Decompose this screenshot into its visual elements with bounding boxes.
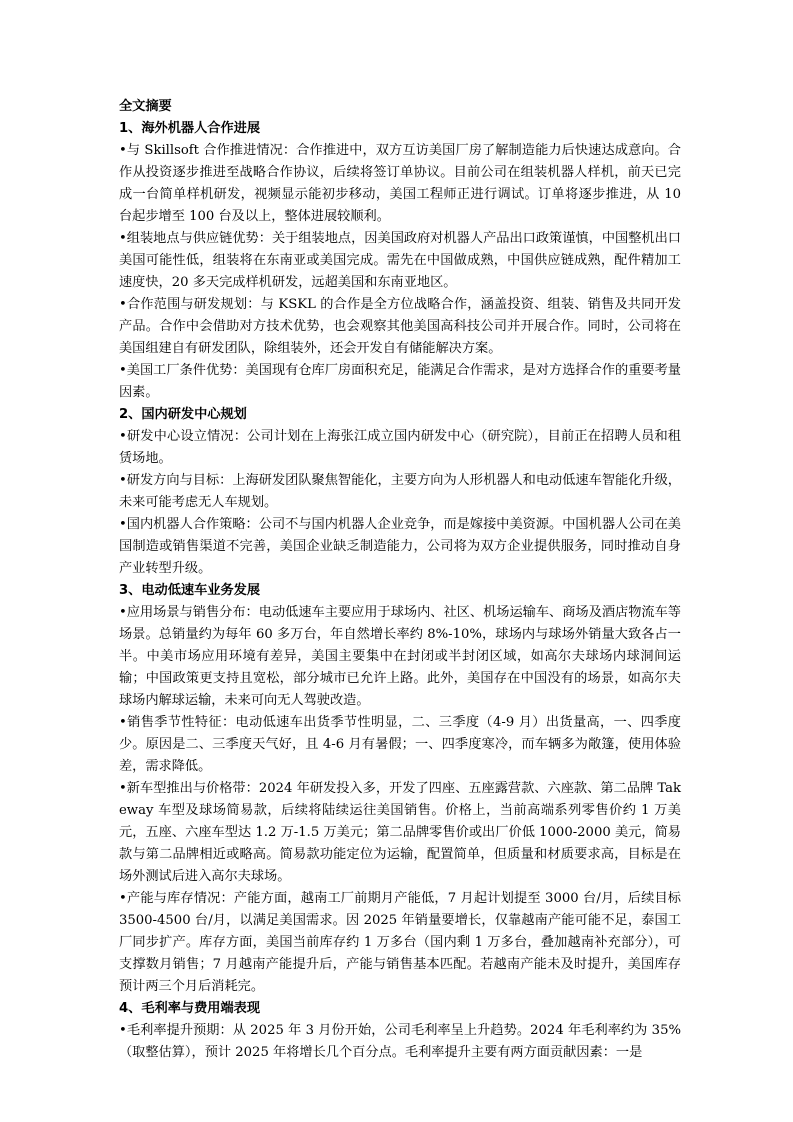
section-1 bbox=[119, 118, 681, 404]
bullet-paragraph: •美国工厂条件优势：美国现有仓库厂房面积充足，能满足合作需求，是对方选择合作的重要考量因素。 bbox=[119, 363, 681, 400]
bullet-paragraph: •新车型推出与价格带：2024 年研发投入多，开发了四座、五座露营款、六座款、第二品牌 Takeway 车型及球场简易款，后续将陆续运往美国销售。价格上，当前高端系列零售价约 1 万美元，五座、六座车型达 1.2 万-1.5 万美元；第二品牌零售价或出厂价低 1000-2000 美元，简易款与第二品牌相近或略高。简易款功能定位为运输，配置简单，但质量和材质要求高，目标是在场外测试后进入高尔夫球场。 bbox=[119, 781, 681, 884]
section-heading: 4、毛利率与费用端表现 bbox=[119, 1001, 261, 1016]
bullet-paragraph: •研发方向与目标：上海研发团队聚焦智能化，主要方向为人形机器人和电动低速车智能化升级，未来可能考虑无人车规划。 bbox=[119, 473, 681, 510]
section-heading: 3、电动低速车业务发展 bbox=[119, 583, 261, 598]
bullet-paragraph: •毛利率提升预期：从 2025 年 3 月份开始，公司毛利率呈上升趋势。2024 年毛利率约为 35%（取整估算），预计 2025 年将增长几个百分点。毛利率提升主要有两方面贡献因素：一是 bbox=[119, 1023, 681, 1060]
bullet-paragraph: •销售季节性特征：电动低速车出货季节性明显，二、三季度（4-9 月）出货量高，一、四季度少。原因是二、三季度天气好，且 4-6 月有暑假；一、四季度寒冷，而车辆多为敞篷，使用体验差，需求降低。 bbox=[119, 715, 681, 774]
section-heading: 2、国内研发中心规划 bbox=[119, 407, 247, 422]
section-3 bbox=[119, 580, 681, 998]
document-title: 全文摘要 bbox=[119, 99, 172, 114]
bullet-paragraph: •组装地点与供应链优势：关于组装地点，因美国政府对机器人产品出口政策谨慎，中国整机出口美国可能性低，组装将在东南亚或美国完成。需先在中国做成熟，中国供应链成熟，配件精加工速度快，20 多天完成样机研发，远超美国和东南亚地区。 bbox=[119, 231, 681, 290]
bullet-paragraph: •合作范围与研发规划：与 KSKL 的合作是全方位战略合作，涵盖投资、组装、销售及共同开发产品。合作中会借助对方技术优势，也会观察其他美国高科技公司并开展合作。同时，公司将在美国组建自有研发团队，除组装外，还会开发自有储能解决方案。 bbox=[119, 297, 681, 356]
bullet-paragraph: •应用场景与销售分布：电动低速车主要应用于球场内、社区、机场运输车、商场及酒店物流车等场景。总销量约为每年 60 多万台，年自然增长率约 8%-10%，球场内与球场外销量大致各占一半。中美市场应用环境有差异，美国主要集中在封闭或半封闭区域，如高尔夫球场内球洞间运输；中国政策更支持且宽松，部分城市已允许上路。此外，美国存在中国没有的场景，如高尔夫球场内解球运输，未来可向无人驾驶改造。 bbox=[119, 605, 681, 708]
section-4 bbox=[119, 998, 681, 1064]
bullet-paragraph: •与 Skillsoft 合作推进情况：合作推进中，双方互访美国厂房了解制造能力后快速达成意向。合作从投资逐步推进至战略合作协议，后续将签订单协议。目前公司在组装机器人样机，前天已完成一台简单样机研发，视频显示能初步移动，美国工程师正进行调试。订单将逐步推进，从 10 台起步增至 100 台及以上，整体进展较顺利。 bbox=[119, 143, 681, 224]
section-2 bbox=[119, 404, 681, 580]
section-heading: 1、海外机器人合作进展 bbox=[119, 121, 261, 136]
bullet-paragraph: •产能与库存情况：产能方面，越南工厂前期月产能低，7 月起计划提至 3000 台/月，后续目标 3500-4500 台/月，以满足美国需求。因 2025 年销量要增长，仅靠越南产能可能不足，泰国工厂同步扩产。库存方面，美国当前库存约 1 万多台（国内剩 1 万多台，叠加越南补充部分），可支撑数月销售；7 月越南产能提升后，产能与销售基本匹配。若越南产能未及时提升，美国库存预计两三个月后消耗完。 bbox=[119, 891, 681, 994]
bullet-paragraph: •国内机器人合作策略：公司不与国内机器人企业竞争，而是嫁接中美资源。中国机器人公司在美国制造或销售渠道不完善，美国企业缺乏制造能力，公司将为双方企业提供服务，同时推动自身产业转型升级。 bbox=[119, 517, 681, 576]
bullet-paragraph: •研发中心设立情况：公司计划在上海张江成立国内研发中心（研究院），目前正在招聘人员和租赁场地。 bbox=[119, 429, 681, 466]
